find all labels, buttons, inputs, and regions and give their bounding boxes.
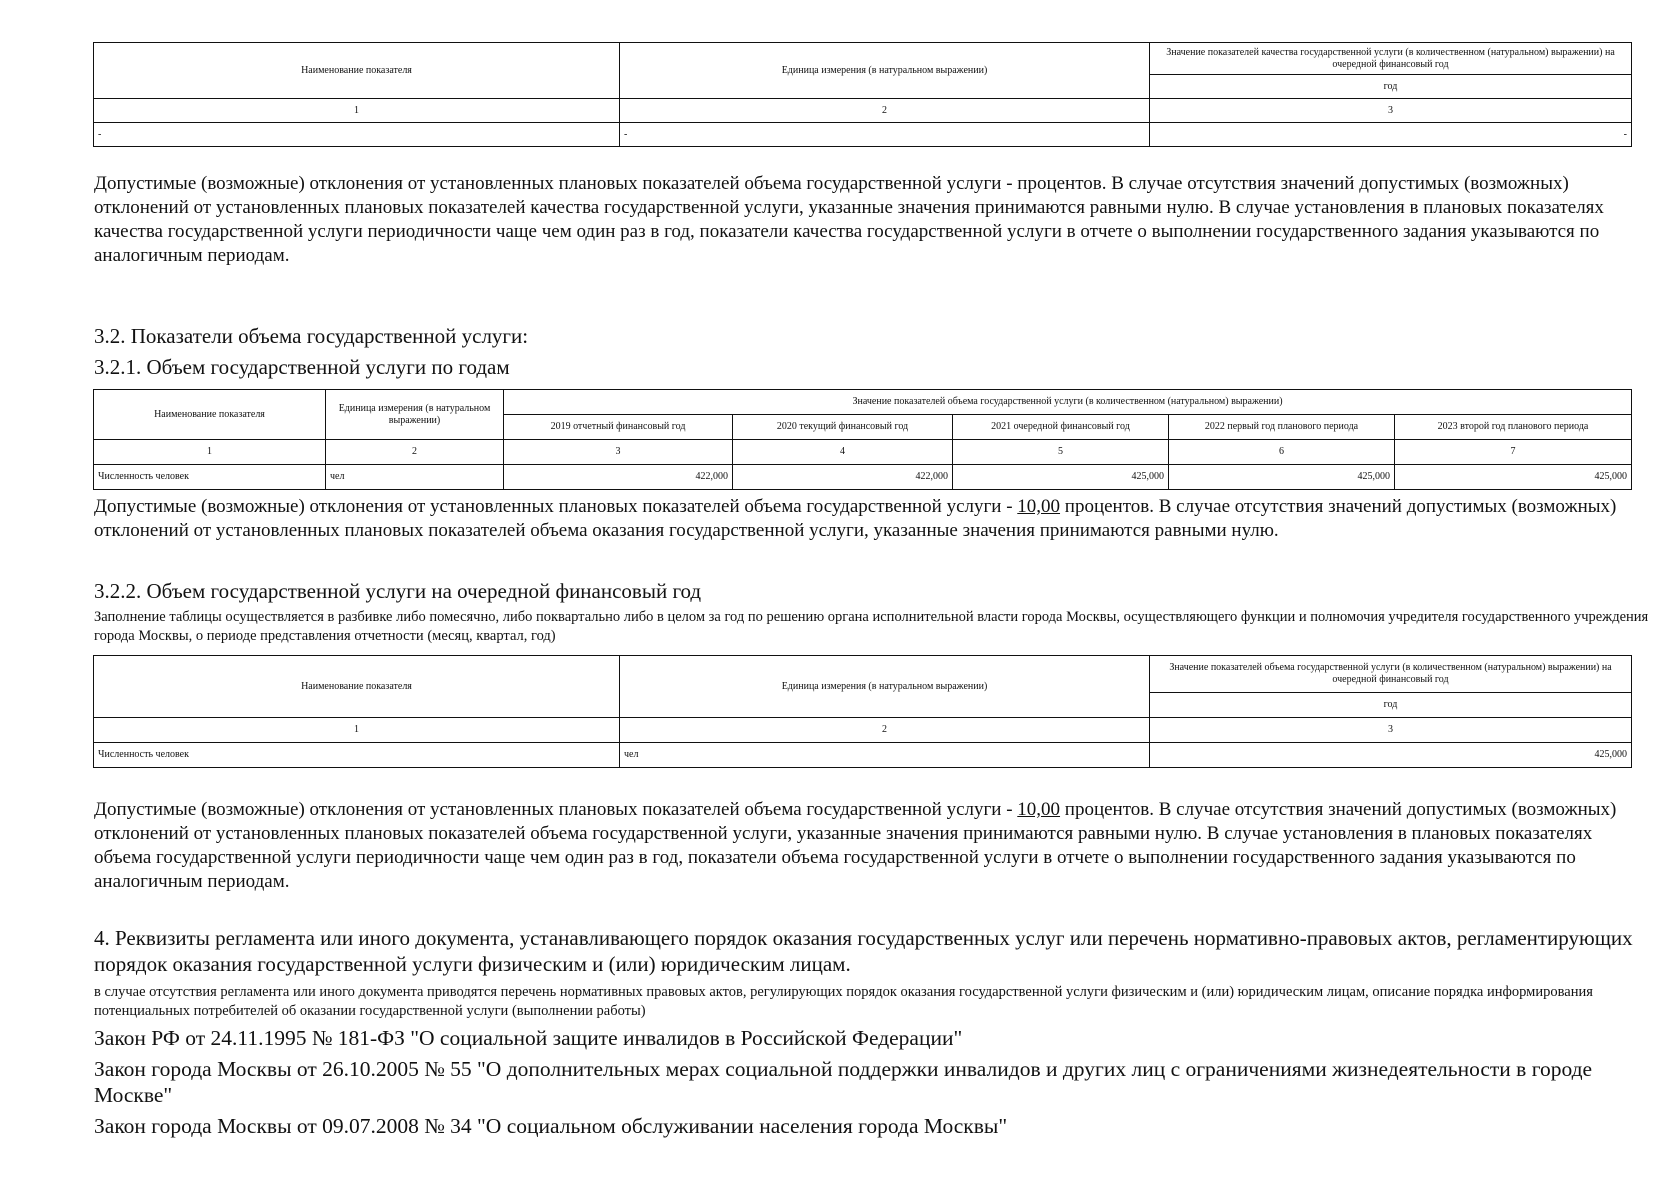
deviation-text-end: процентов. В случае отсутствия значений допустимых (возможных) отклонений от установленных плановых показателей объема государственной услуги, указанные значения принимаются равными нулю. В случае установления в плановых показателях объема государственной услуги периодичности чаще чем один раз в год, показатели объема государственной услуги в отчете о выполнении государственного задания указываются по аналогичным периодам. bbox=[94, 799, 1617, 892]
header-year: 2023 второй год планового периода bbox=[1395, 415, 1632, 440]
cell-value: 422,000 bbox=[733, 465, 953, 490]
header-indicator-name: Наименование показателя bbox=[94, 43, 620, 99]
cell-name: Численность человек bbox=[94, 465, 326, 490]
column-number: 6 bbox=[1169, 440, 1395, 465]
cell-value: 422,000 bbox=[504, 465, 733, 490]
table-row bbox=[94, 465, 1632, 490]
table-row bbox=[94, 743, 1632, 768]
deviation-text-end: процентов. В случае отсутствия значений допустимых (возможных) отклонений от установленных плановых показателей объема оказания государственной услуги, указанные значения принимаются равными нулю. bbox=[94, 496, 1617, 541]
table-note: Заполнение таблицы осуществляется в разбивке либо помесячно, либо поквартально либо в целом за год по решению органа исполнительной власти города Москвы, осуществляющего функции и полномочия учредителя государственного учреждения города Москвы, о периоде представления отчетности (месяц, квартал, год) bbox=[94, 609, 1649, 644]
law-item: Закон города Москвы от 09.07.2008 № 34 "О социальном обслуживании населения города Москвы" bbox=[94, 1114, 1008, 1138]
table-row bbox=[94, 123, 1632, 147]
column-number: 3 bbox=[1150, 718, 1632, 743]
cell-name: Численность человек bbox=[94, 743, 620, 768]
quality-deviation-paragraph bbox=[94, 172, 1654, 268]
column-number: 2 bbox=[326, 440, 504, 465]
header-value: Значение показателей качества государственной услуги (в количественном (натуральном) выражении) на очередной финансовый год bbox=[1150, 43, 1632, 75]
cell-value: 425,000 bbox=[1150, 743, 1632, 768]
deviation-text-start: Допустимые (возможные) отклонения от установленных плановых показателей объема государственной услуги - bbox=[94, 496, 1018, 517]
header-year: 2021 очередной финансовый год bbox=[953, 415, 1169, 440]
header-unit: Единица измерения (в натуральном выражении) bbox=[326, 390, 504, 440]
header-year: 2020 текущий финансовый год bbox=[733, 415, 953, 440]
header-value-group: Значение показателей объема государственной услуги (в количественном (натуральном) выражении) bbox=[504, 390, 1632, 415]
volume-deviation-paragraph bbox=[94, 495, 1654, 543]
cell-value: 425,000 bbox=[1169, 465, 1395, 490]
column-number: 2 bbox=[620, 718, 1150, 743]
volume-next-year-table bbox=[93, 655, 1632, 768]
column-number: 4 bbox=[733, 440, 953, 465]
column-number: 3 bbox=[1150, 99, 1632, 123]
header-unit: Единица измерения (в натуральном выражении) bbox=[620, 43, 1150, 99]
law-item: Закон города Москвы от 26.10.2005 № 55 "О дополнительных мерах социальной поддержки инвалидов и других лиц с ограничениями жизнедеятельности в городе Москве" bbox=[94, 1057, 1593, 1107]
cell-unit: чел bbox=[326, 465, 504, 490]
volume-by-years-table bbox=[93, 389, 1632, 490]
section-3-2-heading bbox=[94, 323, 1654, 380]
deviation-percent: 10,00 bbox=[1017, 496, 1061, 517]
quality-indicators-table bbox=[93, 42, 1632, 147]
header-year: год bbox=[1150, 693, 1632, 718]
header-year: год bbox=[1150, 75, 1632, 99]
header-unit: Единица измерения (в натуральном выражении) bbox=[620, 656, 1150, 718]
column-number: 5 bbox=[953, 440, 1169, 465]
section-note: в случае отсутствия регламента или иного документа приводятся перечень нормативных правовых актов, регулирующих порядок оказания государственной услуги физическим и (или) юридическим лицам, описание порядка информирования потенциальных потребителей об оказании государственной услуги (выполнении работы) bbox=[94, 984, 1593, 1019]
cell-value: - bbox=[1150, 123, 1632, 147]
subsection-title: 3.2.2. Объем государственной услуги на очередной финансовый год bbox=[94, 579, 702, 603]
volume-deviation-paragraph-2 bbox=[94, 798, 1654, 894]
header-year: 2019 отчетный финансовый год bbox=[504, 415, 733, 440]
column-number: 1 bbox=[94, 718, 620, 743]
column-number: 1 bbox=[94, 99, 620, 123]
deviation-text: Допустимые (возможные) отклонения от установленных плановых показателей объема государственной услуги - процентов. В случае отсутствия значений допустимых (возможных) отклонений от установленных плановых показателей качества государственной услуги, указанные значения принимаются равными нулю. В случае установления в плановых показателях качества государственной услуги периодичности чаще чем один раз в год, показатели качества государственной услуги в отчете о выполнении государственного задания указываются по аналогичным периодам. bbox=[94, 173, 1604, 266]
deviation-percent: 10,00 bbox=[1017, 799, 1061, 820]
section-title: 3.2. Показатели объема государственной услуги: bbox=[94, 324, 529, 348]
deviation-text bbox=[94, 495, 1654, 543]
cell-unit: чел bbox=[620, 743, 1150, 768]
section-4 bbox=[94, 925, 1654, 1139]
law-item: Закон РФ от 24.11.1995 № 181-ФЗ "О социальной защите инвалидов в Российской Федерации" bbox=[94, 1026, 963, 1050]
subsection-title: 3.2.1. Объем государственной услуги по годам bbox=[94, 355, 510, 379]
deviation-text-start: Допустимые (возможные) отклонения от установленных плановых показателей объема государственной услуги - bbox=[94, 799, 1018, 820]
column-number: 1 bbox=[94, 440, 326, 465]
cell-value: 425,000 bbox=[953, 465, 1169, 490]
header-value: Значение показателей объема государственной услуги (в количественном (натуральном) выражении) на очередной финансовый год bbox=[1150, 656, 1632, 693]
column-number: 7 bbox=[1395, 440, 1632, 465]
column-number: 3 bbox=[504, 440, 733, 465]
header-indicator-name: Наименование показателя bbox=[94, 390, 326, 440]
cell-name: - bbox=[94, 123, 620, 147]
header-year: 2022 первый год планового периода bbox=[1169, 415, 1395, 440]
column-number: 2 bbox=[620, 99, 1150, 123]
header-indicator-name: Наименование показателя bbox=[94, 656, 620, 718]
section-title: 4. Реквизиты регламента или иного документа, устанавливающего порядок оказания государственных услуг или перечень нормативно-правовых актов, регламентирующих порядок оказания государственной услуги физическим и (или) юридическим лицам. bbox=[94, 926, 1633, 976]
cell-value: 425,000 bbox=[1395, 465, 1632, 490]
cell-unit: - bbox=[620, 123, 1150, 147]
section-3-2-2-heading bbox=[94, 578, 1654, 646]
deviation-text bbox=[94, 798, 1654, 894]
